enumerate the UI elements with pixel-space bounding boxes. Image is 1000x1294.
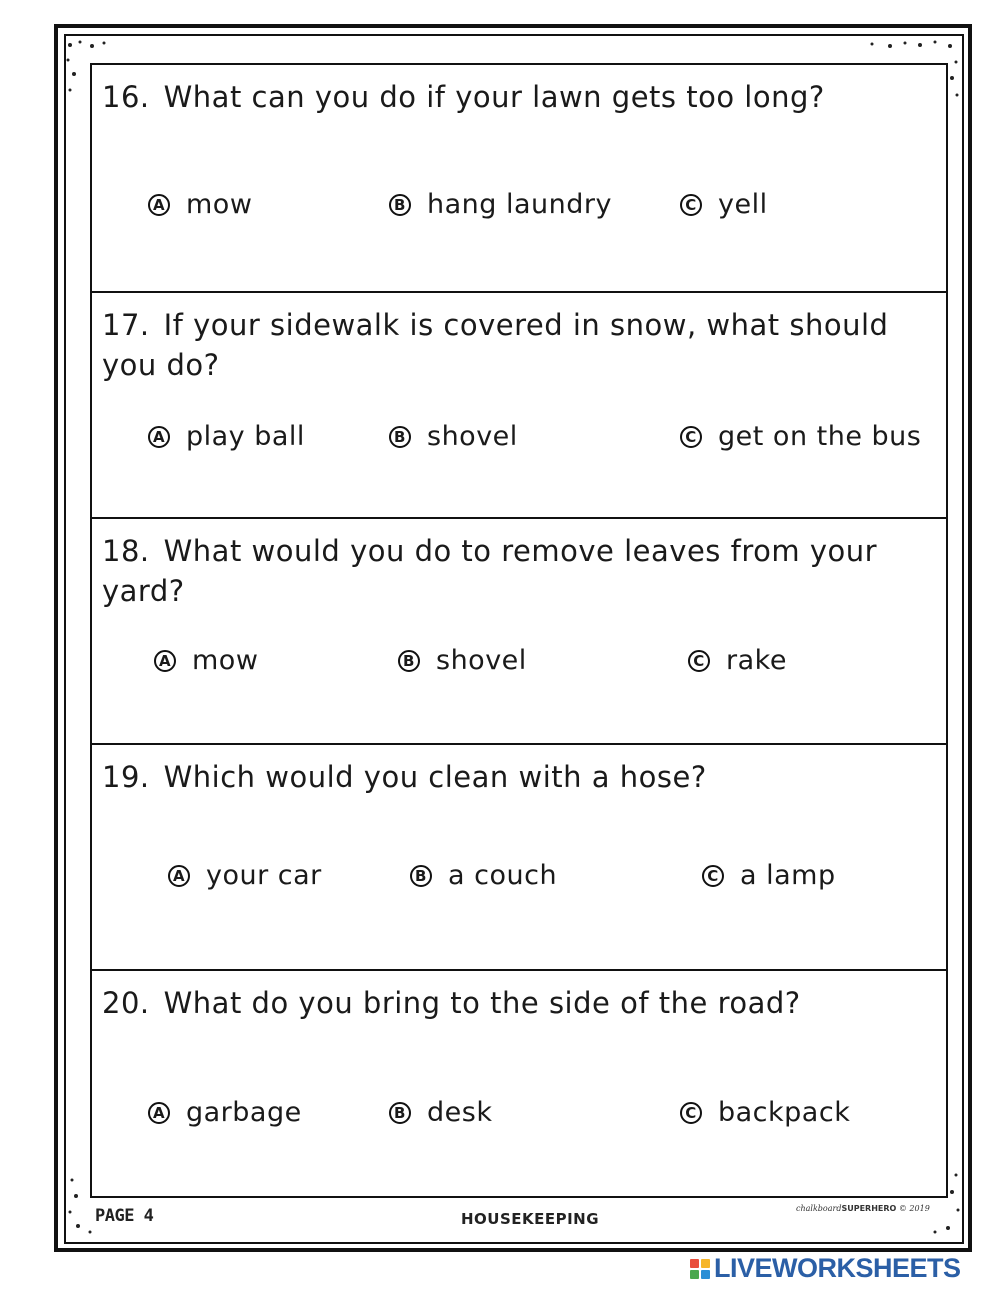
option-letter-circle: C (680, 1102, 702, 1124)
option-letter-circle: A (148, 426, 170, 448)
option-a[interactable] (148, 189, 252, 220)
option-label: backpack (718, 1097, 851, 1128)
question-prompt: Which would you clean with a hose? (163, 760, 707, 794)
option-letter-circle: B (389, 194, 411, 216)
option-label: mow (192, 645, 259, 676)
question-prompt: What can you do if your lawn gets too long? (163, 80, 825, 114)
question-19 (92, 745, 946, 971)
option-label: yell (718, 189, 768, 220)
question-20 (92, 971, 946, 1196)
question-prompt: If your sidewalk is covered in snow, what should you do? (102, 308, 889, 382)
option-label: shovel (436, 645, 527, 676)
option-letter-circle: B (389, 426, 411, 448)
option-letter-circle: C (680, 194, 702, 216)
credit-prefix: chalkboard (796, 1204, 842, 1213)
option-c[interactable] (680, 189, 768, 220)
watermark-text: LIVEWORKSHEETS (714, 1253, 961, 1283)
option-label: mow (186, 189, 253, 220)
option-b[interactable] (389, 1097, 492, 1128)
question-text (102, 77, 902, 117)
option-letter-circle: A (154, 650, 176, 672)
question-number: 16. (102, 80, 150, 114)
option-letter-circle: B (398, 650, 420, 672)
question-number: 20. (102, 986, 150, 1020)
question-text (102, 305, 902, 385)
question-prompt: What would you do to remove leaves from your yard? (102, 534, 878, 608)
option-label: rake (726, 645, 787, 676)
question-16 (92, 65, 946, 293)
question-text (102, 983, 902, 1023)
option-letter-circle: A (148, 194, 170, 216)
option-label: garbage (186, 1097, 302, 1128)
page-number: PAGE 4 (95, 1206, 154, 1226)
question-text (102, 531, 902, 611)
option-label: a couch (448, 860, 558, 891)
option-label: shovel (427, 421, 518, 452)
question-17 (92, 293, 946, 519)
option-letter-circle: A (168, 865, 190, 887)
option-letter-circle: C (680, 426, 702, 448)
option-letter-circle: C (702, 865, 724, 887)
option-label: get on the bus (718, 421, 922, 452)
question-text (102, 757, 902, 797)
option-b[interactable] (398, 645, 527, 676)
liveworksheets-logo-icon (690, 1259, 710, 1279)
option-label: play ball (186, 421, 305, 452)
option-b[interactable] (410, 860, 557, 891)
question-number: 18. (102, 534, 150, 568)
option-letter-circle: C (688, 650, 710, 672)
option-letter-circle: B (410, 865, 432, 887)
option-label: desk (427, 1097, 493, 1128)
question-prompt: What do you bring to the side of the road? (163, 986, 801, 1020)
liveworksheets-watermark (690, 1253, 961, 1284)
option-letter-circle: B (389, 1102, 411, 1124)
option-label: your car (206, 860, 322, 891)
credit-year: © 2019 (898, 1204, 930, 1213)
option-label: a lamp (740, 860, 836, 891)
option-a[interactable] (168, 860, 322, 891)
option-b[interactable] (389, 189, 612, 220)
credit-line (796, 1204, 930, 1213)
question-number: 17. (102, 308, 150, 342)
worksheet-title: HOUSEKEEPING (460, 1210, 600, 1228)
option-label: hang laundry (427, 189, 612, 220)
option-c[interactable] (688, 645, 787, 676)
option-c[interactable] (680, 421, 921, 452)
question-number: 19. (102, 760, 150, 794)
option-b[interactable] (389, 421, 518, 452)
option-c[interactable] (680, 1097, 850, 1128)
questions-box (90, 63, 948, 1198)
option-a[interactable] (148, 1097, 302, 1128)
option-letter-circle: A (148, 1102, 170, 1124)
option-a[interactable] (148, 421, 305, 452)
credit-brand: SUPERHERO (841, 1204, 897, 1213)
option-a[interactable] (154, 645, 258, 676)
question-18 (92, 519, 946, 745)
option-c[interactable] (702, 860, 836, 891)
